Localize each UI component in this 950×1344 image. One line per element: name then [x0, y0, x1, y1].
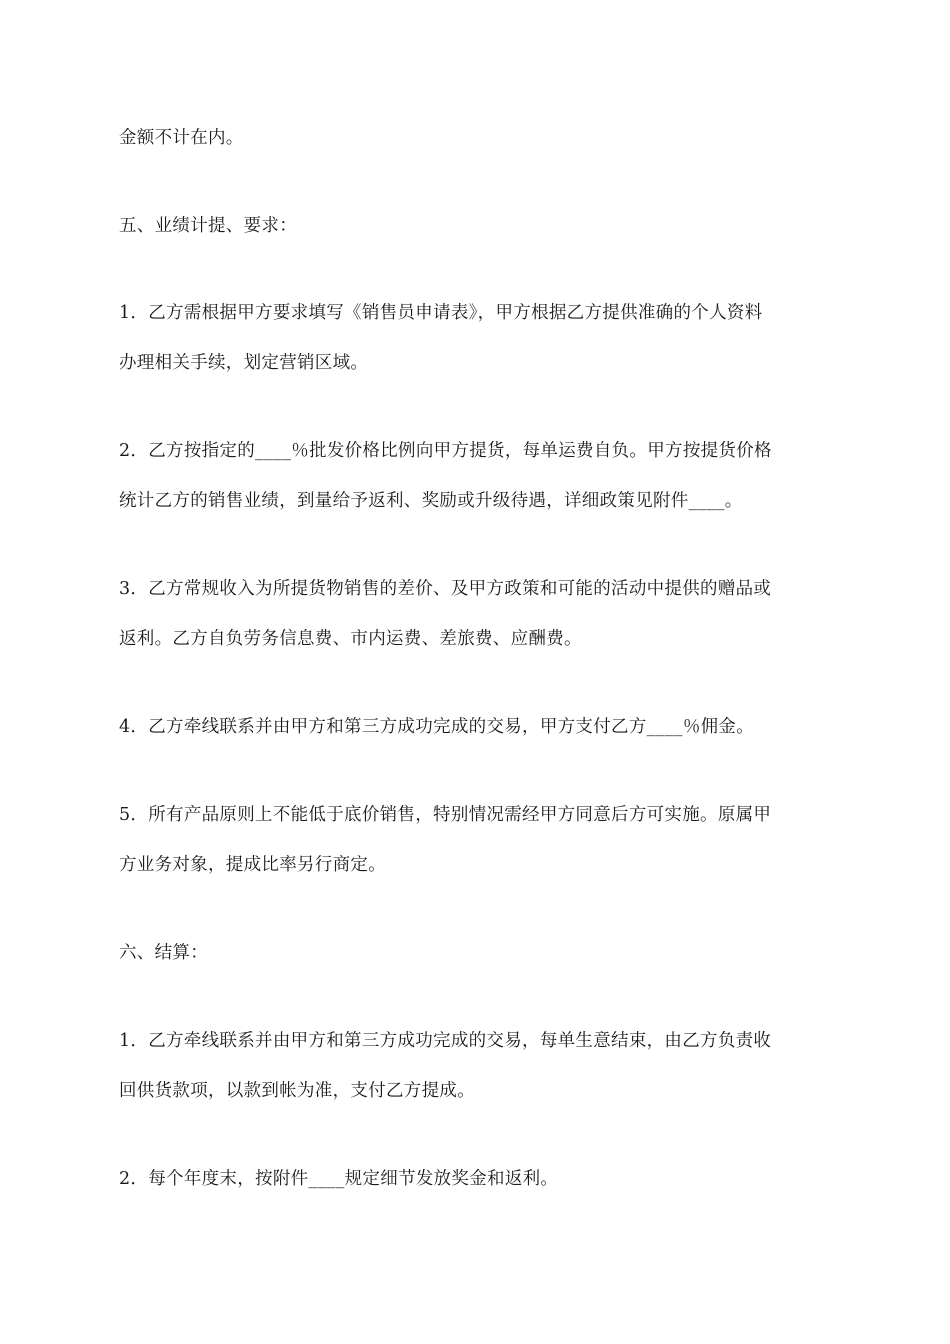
clause-5-5-line-2: 方业务对象，提成比率另行商定。: [119, 855, 386, 875]
clause-5-1-line-1: 1．乙方需根据甲方要求填写《销售员申请表》，甲方根据乙方提供准确的个人资料: [119, 303, 763, 323]
clause-5-1-line-2: 办理相关手续，划定营销区域。: [119, 353, 369, 373]
clause-5-2-line-2: 统计乙方的销售业绩，到量给予返利、奖励或升级待遇，详细政策见附件____。: [119, 491, 743, 511]
clause-5-2-line-1: 2．乙方按指定的____％批发价格比例向甲方提货，每单运费自负。甲方按提货价格: [119, 441, 772, 461]
paragraph-line-continuation: 金额不计在内。: [119, 128, 244, 148]
clause-5-4-line-1: 4．乙方牵线联系并由甲方和第三方成功完成的交易，甲方支付乙方____％佣金。: [119, 717, 755, 737]
clause-6-1-line-2: 回供货款项，以款到帐为准，支付乙方提成。: [119, 1081, 475, 1101]
clause-6-1-line-1: 1．乙方牵线联系并由甲方和第三方成功完成的交易，每单生意结束，由乙方负责收: [119, 1031, 772, 1051]
section-heading-5: 五、业绩计提、要求：: [119, 216, 297, 236]
clause-5-3-line-2: 返利。乙方自负劳务信息费、市内运费、差旅费、应酬费。: [119, 629, 582, 649]
section-heading-6: 六、结算：: [119, 943, 208, 963]
clause-5-5-line-1: 5．所有产品原则上不能低于底价销售，特别情况需经甲方同意后方可实施。原属甲: [119, 805, 772, 825]
clause-6-2-line-1: 2．每个年度末，按附件____规定细节发放奖金和返利。: [119, 1169, 559, 1189]
clause-5-3-line-1: 3．乙方常规收入为所提货物销售的差价、及甲方政策和可能的活动中提供的赠品或: [119, 579, 772, 599]
